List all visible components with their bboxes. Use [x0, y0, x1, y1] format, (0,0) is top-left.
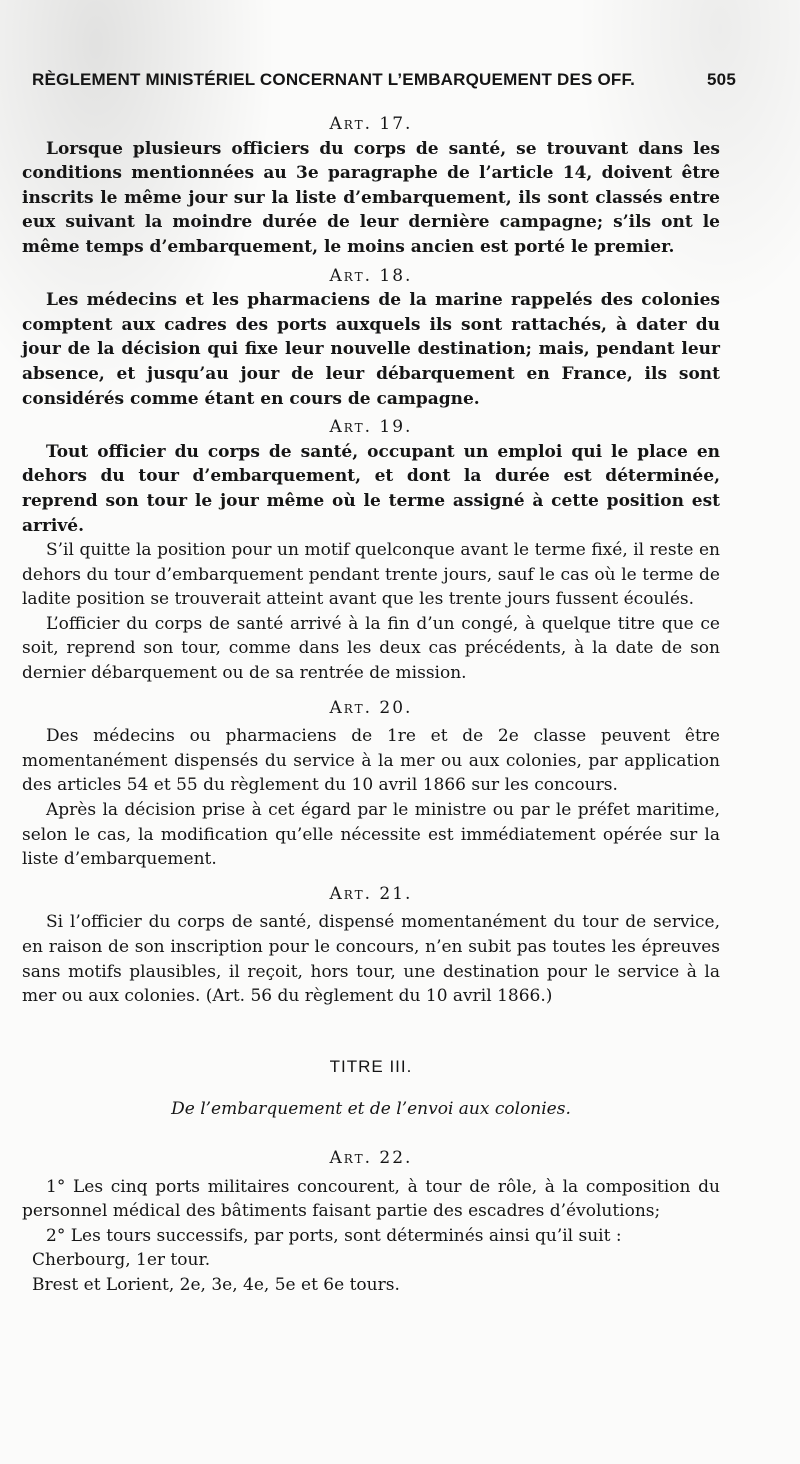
article-19-paragraph-3: L’officier du corps de santé arrivé à la fin d’un congé, à quelque titre que ce soit, reprend son tour, comme dans les deux cas précédents, à la date de son dernier débarquement ou de sa rentrée de mission. [22, 613, 720, 684]
article-22-line-cherbourg: Cherbourg, 1er tour. [32, 1250, 211, 1271]
article-17-text: Lorsque plusieurs officiers du corps de santé, se trouvant dans les conditions mentionnées au 3e paragraphe de l’article 14, doivent être inscrits le même jour sur la liste d’embarquement, ils sont classés entre eux suivant la moindre durée de leur dernière campagne; s’ils ont le même temps d’embarquement, le moins ancien est porté le premier. [22, 138, 720, 257]
article-22-paragraph-2: 2° Les tours successifs, par ports, sont déterminés ainsi qu’il suit : [46, 1225, 622, 1246]
article-19-paragraph-1: Tout officier du corps de santé, occupant un emploi qui le place en dehors du tour d’embarquement, et dont la durée est déterminée, reprend son tour le jour même où le terme assigné à cette position est arrivé. [22, 441, 720, 536]
article-22-heading: Art. 22. [329, 1147, 413, 1168]
article-20-paragraph-2: Après la décision prise à cet égard par le ministre ou par le préfet maritime, selon le cas, la modification qu’elle nécessite est immédiatement opérée sur la liste d’embarquement. [22, 800, 720, 870]
article-17-heading: Art. 17. [329, 114, 413, 134]
article-20-heading: Art. 20. [329, 697, 413, 718]
article-18-heading: Art. 18. [329, 265, 413, 286]
article-21-heading: Art. 21. [329, 883, 413, 904]
running-header [32, 70, 736, 90]
article-19-paragraph-2: S’il quitte la position pour un motif quelconque avant le terme fixé, il reste en dehors du tour d’embarquement pendant trente jours, sauf le cas où le terme de ladite position se trouverait atteint avant que les trente jours fussent écoulés. [22, 540, 720, 610]
page-body [22, 112, 720, 1298]
article-18-text: Les médecins et les pharmaciens de la marine rappelés des colonies comptent aux cadres des ports auxquels ils sont rattachés, à dater du jour de la décision qui fixe leur nouvelle destination; mais, pendant leur absence, et jusqu’au jour de leur débarquement en France, ils sont considérés comme étant en cours de campagne. [22, 290, 720, 409]
page-number: 505 [707, 70, 736, 89]
article-20-paragraph-1: Des médecins ou pharmaciens de 1re et de 2e classe peuvent être momentanément dispensés du service à la mer ou aux colonies, par application des articles 54 et 55 du règlement du 10 avril 1866 sur les concours. [22, 726, 720, 796]
titre-heading: TITRE III. [329, 1056, 413, 1076]
article-19-heading: Art. 19. [329, 417, 413, 438]
article-22-paragraph-1: 1° Les cinq ports militaires concourent, à tour de rôle, à la composition du personnel médical des bâtiments faisant partie des escadres d’évolutions; [22, 1176, 720, 1222]
article-22-line-brest-lorient: Brest et Lorient, 2e, 3e, 4e, 5e et 6e tours. [32, 1274, 400, 1295]
running-title: RÈGLEMENT MINISTÉRIEL CONCERNANT L’EMBARQUEMENT DES OFF. [32, 70, 636, 89]
article-21-text: Si l’officier du corps de santé, dispensé momentanément du tour de service, en raison de son inscription pour le concours, n’en subit pas toutes les épreuves sans motifs plausibles, il reçoit, hors tour, une destination pour le service à la mer ou aux colonies. (Art. 56 du règlement du 10 avril 1866.) [22, 912, 720, 1007]
titre-subtitle: De l’embarquement et de l’envoi aux colonies. [171, 1099, 571, 1120]
